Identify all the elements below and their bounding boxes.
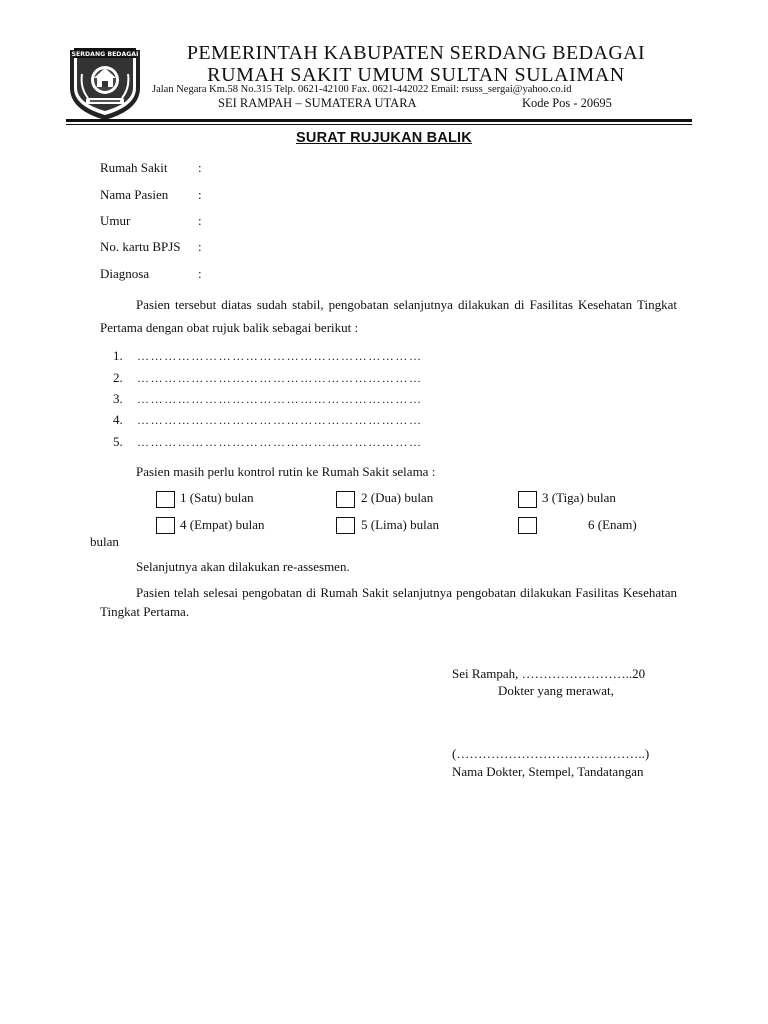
checkbox-3-bulan[interactable] [518,491,537,508]
list-number: 3. [113,391,123,406]
option-label-3: 3 (Tiga) bulan [542,490,616,505]
checkbox-6-bulan[interactable] [518,517,537,534]
checkbox-4-bulan[interactable] [156,517,175,534]
control-text: Pasien masih perlu kontrol rutin ke Rumah Sakit selama : [136,464,436,479]
field-label-umur: Umur [100,213,131,228]
org-postal-code: Kode Pos - 20695 [522,96,612,110]
list-item-blank: ……………………………………………………… [137,392,423,406]
list-item-blank: ……………………………………………………… [137,413,423,427]
checkbox-5-bulan[interactable] [336,517,355,534]
signature-role: Dokter yang merawat, [498,683,614,698]
field-colon: : [198,266,202,281]
option-label-2: 2 (Dua) bulan [361,490,434,505]
option-label-1: 1 (Satu) bulan [180,490,254,505]
paragraph-completed: Pasien telah selesai pengobatan di Rumah Sakit selanjutnya pengobatan dilakukan Fasilitas Kesehatan Tingkat Pertama. [100,585,677,619]
org-name-line2: RUMAH SAKIT UMUM SULTAN SULAIMAN [207,64,625,86]
letterhead-rule-thick [66,119,692,122]
list-item-blank: ……………………………………………………… [137,371,423,385]
field-label-nama-pasien: Nama Pasien [100,187,169,202]
list-item-blank: ……………………………………………………… [137,349,423,363]
list-number: 2. [113,370,123,385]
field-colon: : [198,187,202,202]
checkbox-1-bulan[interactable] [156,491,175,508]
field-label-rumah-sakit: Rumah Sakit [100,160,168,175]
option-label-5: 5 (Lima) bulan [361,517,439,532]
org-name-line1: PEMERINTAH KABUPATEN SERDANG BEDAGAI [186,42,646,64]
option-label-6-wrap: bulan [90,534,119,549]
signature-caption: Nama Dokter, Stempel, Tandatangan [452,764,644,779]
reassessment-text: Selanjutnya akan dilakukan re-assesmen. [136,559,350,574]
field-label-bpjs: No. kartu BPJS [100,239,181,254]
field-colon: : [198,160,202,175]
org-address: Jalan Negara Km.58 No.315 Telp. 0621-42100 Fax. 0621-442022 Email: rsuss_sergai@yahoo.co.id [152,84,572,95]
serdang-bedagai-emblem-icon [66,44,144,122]
list-number: 5. [113,434,123,449]
field-colon: : [198,239,202,254]
checkbox-2-bulan[interactable] [336,491,355,508]
org-city: SEI RAMPAH – SUMATERA UTARA [218,96,417,110]
list-item-blank: ……………………………………………………… [137,435,423,449]
signature-place-date: Sei Rampah, ……………………..20 [452,666,646,681]
document-title: SURAT RUJUKAN BALIK [296,130,472,146]
option-label-6: 6 (Enam) [588,517,637,532]
option-label-4: 4 (Empat) bulan [180,517,265,532]
logo-text: SERDANG BEDAGAI [71,51,139,58]
signature-name-line: (……………………………………..) [452,746,650,761]
list-number: 1. [113,348,123,363]
field-colon: : [198,213,202,228]
paragraph-stable: Pasien tersebut diatas sudah stabil, pengobatan selanjutnya dilakukan di Fasilitas Kesehatan Tingkat Pertama dengan obat rujuk balik sebagai berikut : [100,297,677,335]
field-label-diagnosa: Diagnosa [100,266,150,281]
letterhead-rule-thin [66,124,692,125]
list-number: 4. [113,412,123,427]
